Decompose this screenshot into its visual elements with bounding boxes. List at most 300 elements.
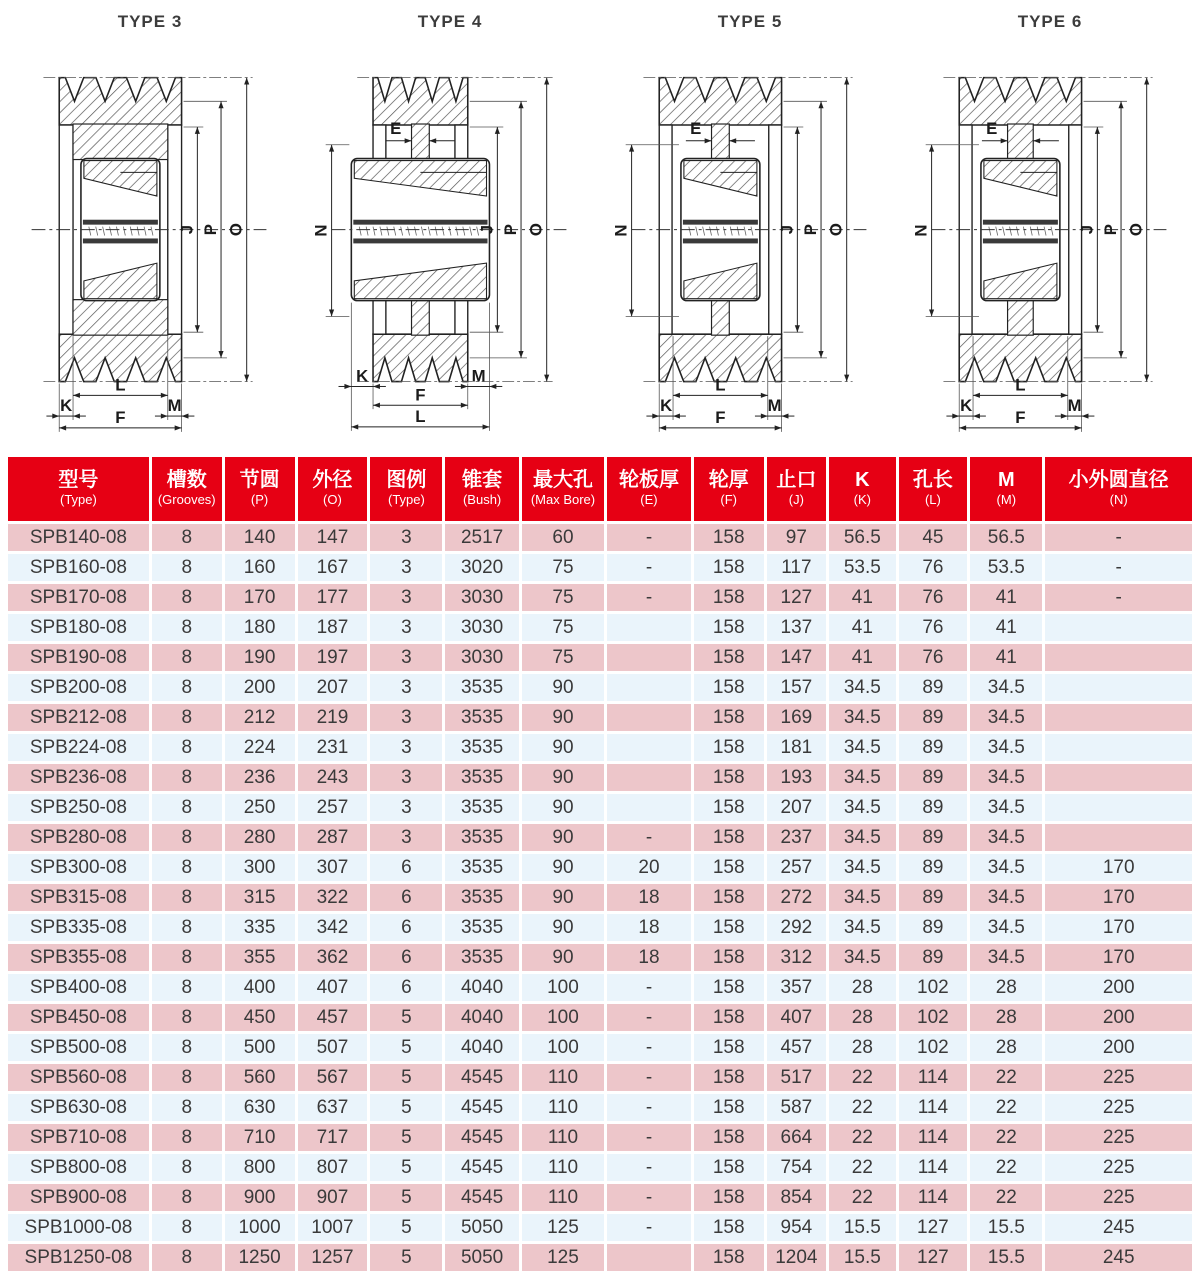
column-header (298, 457, 368, 521)
table-cell: 237 (767, 824, 827, 851)
table-cell: 457 (767, 1034, 827, 1061)
table-cell: 900 (225, 1184, 295, 1211)
table-cell: 6 (370, 854, 442, 881)
column-header-en: (P) (250, 491, 269, 507)
dim-label-n: N (611, 224, 631, 237)
table-row (8, 824, 1192, 851)
table-cell: 158 (694, 794, 764, 821)
table-cell: 225 (1045, 1124, 1192, 1151)
table-cell: 355 (225, 944, 295, 971)
table-row (8, 554, 1192, 581)
table-cell: 5 (370, 1034, 442, 1061)
dim-label-j: J (477, 224, 497, 235)
table-cell: 34.5 (970, 764, 1042, 791)
table-cell: 322 (298, 884, 368, 911)
table-cell: 180 (225, 614, 295, 641)
table-cell: 34.5 (970, 914, 1042, 941)
table-cell: 110 (522, 1184, 604, 1211)
table-cell: 243 (298, 764, 368, 791)
table-cell: 3535 (445, 944, 518, 971)
table-cell: 177 (298, 584, 368, 611)
table-row (8, 854, 1192, 881)
table-cell: SPB315-08 (8, 884, 149, 911)
dim-label-f: F (1015, 407, 1026, 427)
dim-label-n: N (911, 224, 931, 237)
table-cell: SPB1000-08 (8, 1214, 149, 1241)
column-header-zh: K (855, 468, 870, 491)
table-cell: 34.5 (829, 884, 895, 911)
diagram-title: TYPE 4 (417, 12, 483, 31)
table-cell: 200 (1045, 1034, 1192, 1061)
table-cell: 22 (970, 1154, 1042, 1181)
pulley-cross-section (602, 36, 898, 436)
dim-label-k: K (960, 396, 973, 416)
column-header (445, 457, 518, 521)
table-cell: 22 (829, 1154, 895, 1181)
table-cell: 53.5 (970, 554, 1042, 581)
table-cell: 158 (694, 1124, 764, 1151)
table-cell: 110 (522, 1124, 604, 1151)
column-header-en: (J) (788, 491, 804, 507)
table-cell: 257 (767, 854, 827, 881)
spec-table-wrap (0, 450, 1200, 1274)
table-cell: 200 (1045, 1004, 1192, 1031)
table-cell: 8 (152, 644, 222, 671)
table-cell: 8 (152, 524, 222, 551)
table-cell: 245 (1045, 1244, 1192, 1271)
table-row (8, 734, 1192, 761)
table-cell: 8 (152, 1004, 222, 1031)
table-cell: 90 (522, 944, 604, 971)
table-cell: 754 (767, 1154, 827, 1181)
table-cell: 8 (152, 704, 222, 731)
table-cell: 114 (899, 1154, 968, 1181)
table-cell: 76 (899, 554, 968, 581)
table-cell: 8 (152, 1034, 222, 1061)
table-cell: - (607, 1124, 691, 1151)
table-cell: 89 (899, 854, 968, 881)
table-cell: 89 (899, 794, 968, 821)
table-cell: 158 (694, 824, 764, 851)
table-cell: SPB224-08 (8, 734, 149, 761)
table-cell: 5 (370, 1094, 442, 1121)
table-cell: SPB630-08 (8, 1094, 149, 1121)
column-header-en: (Bush) (462, 491, 502, 507)
diagram-title: TYPE 6 (1017, 12, 1083, 31)
table-cell: 200 (225, 674, 295, 701)
column-header-en: (Grooves) (157, 491, 216, 507)
table-cell: 158 (694, 554, 764, 581)
column-header-zh: 止口 (776, 468, 817, 491)
column-header (370, 457, 442, 521)
dim-label-e: E (690, 118, 702, 138)
column-header-en: (Max Bore) (530, 491, 596, 507)
table-cell: 34.5 (970, 794, 1042, 821)
table-cell: 158 (694, 674, 764, 701)
table-cell: 3030 (445, 644, 518, 671)
dim-label-n: N (311, 224, 331, 237)
table-cell: 76 (899, 584, 968, 611)
column-header (522, 457, 604, 521)
table-row (8, 584, 1192, 611)
table-cell: 90 (522, 794, 604, 821)
table-cell (607, 794, 691, 821)
table-cell: SPB280-08 (8, 824, 149, 851)
column-header-en: (E) (640, 491, 658, 507)
table-cell: 664 (767, 1124, 827, 1151)
table-cell: 225 (1045, 1184, 1192, 1211)
table-cell: 158 (694, 1094, 764, 1121)
spec-table (5, 454, 1195, 1274)
table-cell: 8 (152, 584, 222, 611)
table-cell: SPB160-08 (8, 554, 149, 581)
table-row (8, 914, 1192, 941)
table-cell: 158 (694, 1004, 764, 1031)
table-cell: 225 (1045, 1154, 1192, 1181)
table-cell: - (607, 1154, 691, 1181)
table-cell: 187 (298, 614, 368, 641)
dim-label-l: L (715, 375, 726, 395)
table-cell: 158 (694, 524, 764, 551)
column-header (607, 457, 691, 521)
table-cell: SPB190-08 (8, 644, 149, 671)
table-cell: 110 (522, 1094, 604, 1121)
dim-label-j: J (777, 224, 797, 235)
table-cell: 8 (152, 764, 222, 791)
table-cell: 28 (970, 974, 1042, 1001)
pulley-diagrams (0, 0, 1200, 450)
table-cell: 517 (767, 1064, 827, 1091)
dim-label-p: P (1101, 223, 1121, 236)
table-cell: SPB236-08 (8, 764, 149, 791)
column-header-zh: 外径 (312, 468, 353, 491)
table-cell: 567 (298, 1064, 368, 1091)
dim-label-m: M (767, 396, 782, 416)
pulley-diagram-3 (0, 0, 300, 450)
table-row (8, 1154, 1192, 1181)
table-cell: 15.5 (970, 1214, 1042, 1241)
table-cell: 2517 (445, 524, 518, 551)
table-cell: 1257 (298, 1244, 368, 1271)
table-cell: 90 (522, 884, 604, 911)
table-cell: 212 (225, 704, 295, 731)
table-cell: 5 (370, 1064, 442, 1091)
table-cell: 34.5 (829, 824, 895, 851)
table-cell: 90 (522, 824, 604, 851)
table-cell: 8 (152, 1214, 222, 1241)
table-cell (1045, 674, 1192, 701)
dim-label-e: E (986, 118, 998, 138)
column-header-en: (F) (720, 491, 737, 507)
table-cell: 18 (607, 944, 691, 971)
table-cell: 158 (694, 944, 764, 971)
column-header-zh: M (997, 468, 1015, 491)
table-cell (607, 674, 691, 701)
table-row (8, 1214, 1192, 1241)
table-cell: 28 (970, 1034, 1042, 1061)
table-cell: 257 (298, 794, 368, 821)
table-cell: 140 (225, 524, 295, 551)
table-cell: 280 (225, 824, 295, 851)
table-cell: 127 (899, 1214, 968, 1241)
pulley-diagram-5 (600, 0, 900, 450)
table-cell: 5 (370, 1214, 442, 1241)
table-cell: 117 (767, 554, 827, 581)
table-cell: 34.5 (829, 704, 895, 731)
table-cell: 56.5 (829, 524, 895, 551)
table-cell (607, 734, 691, 761)
table-cell: 3 (370, 824, 442, 851)
dim-label-p: P (501, 223, 521, 236)
table-cell: 3 (370, 764, 442, 791)
table-cell: 114 (899, 1094, 968, 1121)
table-cell (1045, 614, 1192, 641)
table-row (8, 1124, 1192, 1151)
table-cell: 158 (694, 1064, 764, 1091)
table-cell: 125 (522, 1244, 604, 1271)
table-cell: 3 (370, 734, 442, 761)
table-cell: 45 (899, 524, 968, 551)
column-header-en: (Type) (59, 491, 97, 507)
dim-label-m: M (471, 366, 486, 386)
table-cell: 22 (970, 1094, 1042, 1121)
column-header-en: (O) (323, 491, 342, 507)
table-cell: 158 (694, 974, 764, 1001)
dim-label-j: J (177, 224, 197, 235)
table-cell: 100 (522, 974, 604, 1001)
table-cell: 169 (767, 704, 827, 731)
table-cell: 170 (1045, 944, 1192, 971)
table-cell: SPB400-08 (8, 974, 149, 1001)
table-cell: 97 (767, 524, 827, 551)
table-row (8, 524, 1192, 551)
table-cell (1045, 794, 1192, 821)
table-cell: 3535 (445, 854, 518, 881)
dim-label-l: L (115, 375, 126, 395)
table-cell: 158 (694, 1034, 764, 1061)
table-cell: 200 (1045, 974, 1192, 1001)
table-cell: SPB250-08 (8, 794, 149, 821)
table-cell: 630 (225, 1094, 295, 1121)
table-cell: 15.5 (829, 1244, 895, 1271)
table-cell: 89 (899, 674, 968, 701)
table-cell: 5 (370, 1184, 442, 1211)
table-cell: 292 (767, 914, 827, 941)
table-cell: 53.5 (829, 554, 895, 581)
table-cell: 41 (970, 584, 1042, 611)
table-cell: - (607, 974, 691, 1001)
table-cell: 181 (767, 734, 827, 761)
diagram-title: TYPE 3 (117, 12, 183, 31)
table-cell: 89 (899, 884, 968, 911)
table-cell: 3 (370, 524, 442, 551)
table-cell: - (607, 1064, 691, 1091)
table-cell: 158 (694, 704, 764, 731)
table-cell: 28 (829, 1034, 895, 1061)
table-cell: 3535 (445, 794, 518, 821)
table-cell: 8 (152, 854, 222, 881)
table-cell: 500 (225, 1034, 295, 1061)
table-cell: 457 (298, 1004, 368, 1031)
table-cell: 22 (970, 1124, 1042, 1151)
pulley-cross-section (2, 36, 298, 436)
header-row (8, 457, 1192, 521)
table-cell: 170 (225, 584, 295, 611)
table-cell: 34.5 (970, 944, 1042, 971)
table-cell: 22 (829, 1124, 895, 1151)
table-cell (607, 764, 691, 791)
table-cell (607, 1244, 691, 1271)
table-cell: 8 (152, 914, 222, 941)
table-cell: 20 (607, 854, 691, 881)
table-cell: 41 (970, 614, 1042, 641)
table-cell: 167 (298, 554, 368, 581)
table-cell: 3 (370, 674, 442, 701)
table-cell: 89 (899, 944, 968, 971)
table-cell: 207 (298, 674, 368, 701)
table-cell: 287 (298, 824, 368, 851)
table-cell: 225 (1045, 1064, 1192, 1091)
table-cell: 158 (694, 734, 764, 761)
table-cell: 1007 (298, 1214, 368, 1241)
table-cell: SPB180-08 (8, 614, 149, 641)
dim-label-o: O (526, 223, 546, 237)
table-cell: 907 (298, 1184, 368, 1211)
table-cell: 224 (225, 734, 295, 761)
table-cell: 100 (522, 1034, 604, 1061)
table-cell: 800 (225, 1154, 295, 1181)
column-header (8, 457, 149, 521)
table-cell: 5 (370, 1244, 442, 1271)
table-cell: 5 (370, 1154, 442, 1181)
table-cell: 8 (152, 1154, 222, 1181)
table-row (8, 884, 1192, 911)
table-cell: 300 (225, 854, 295, 881)
table-cell: 8 (152, 554, 222, 581)
table-cell: - (607, 1184, 691, 1211)
table-cell: 158 (694, 1244, 764, 1271)
table-cell: 4545 (445, 1184, 518, 1211)
table-cell: 76 (899, 614, 968, 641)
table-row (8, 974, 1192, 1001)
table-cell: 3030 (445, 614, 518, 641)
table-cell: 3 (370, 554, 442, 581)
table-cell: 3535 (445, 674, 518, 701)
table-cell: 8 (152, 824, 222, 851)
table-cell: 3 (370, 644, 442, 671)
column-header-zh: 小外圆直径 (1068, 468, 1169, 491)
table-cell: 8 (152, 794, 222, 821)
table-cell: 41 (829, 644, 895, 671)
column-header-zh: 节圆 (239, 468, 280, 491)
table-cell: 3 (370, 794, 442, 821)
table-cell: 34.5 (970, 824, 1042, 851)
table-cell: 3 (370, 704, 442, 731)
table-cell: 102 (899, 1004, 968, 1031)
table-cell: SPB560-08 (8, 1064, 149, 1091)
table-cell: SPB800-08 (8, 1154, 149, 1181)
table-cell: 90 (522, 674, 604, 701)
table-cell: 89 (899, 734, 968, 761)
table-cell: 560 (225, 1064, 295, 1091)
table-cell: 8 (152, 614, 222, 641)
table-cell: 90 (522, 734, 604, 761)
table-cell: 207 (767, 794, 827, 821)
table-row (8, 674, 1192, 701)
table-cell: SPB200-08 (8, 674, 149, 701)
table-cell: 219 (298, 704, 368, 731)
column-header (694, 457, 764, 521)
table-cell: 6 (370, 884, 442, 911)
table-cell: 90 (522, 914, 604, 941)
column-header (152, 457, 222, 521)
table-cell: 34.5 (970, 734, 1042, 761)
table-cell: 18 (607, 914, 691, 941)
dim-label-k: K (60, 396, 73, 416)
table-cell: 18 (607, 884, 691, 911)
table-cell: 5 (370, 1004, 442, 1031)
table-cell: 5 (370, 1124, 442, 1151)
table-cell: 15.5 (970, 1244, 1042, 1271)
table-cell: 170 (1045, 884, 1192, 911)
table-cell: 3 (370, 614, 442, 641)
table-cell: - (607, 824, 691, 851)
dim-label-j: J (1077, 224, 1097, 235)
table-cell: 125 (522, 1214, 604, 1241)
table-cell: 315 (225, 884, 295, 911)
table-cell: SPB450-08 (8, 1004, 149, 1031)
table-cell: 56.5 (970, 524, 1042, 551)
table-cell: 225 (1045, 1094, 1192, 1121)
table-cell (1045, 824, 1192, 851)
table-cell: 34.5 (829, 794, 895, 821)
table-cell: 8 (152, 1184, 222, 1211)
table-cell (607, 644, 691, 671)
table-cell: - (607, 1034, 691, 1061)
column-header-zh: 图例 (386, 468, 427, 491)
table-cell: 147 (767, 644, 827, 671)
dim-label-e: E (390, 118, 402, 138)
column-header-zh: 轮厚 (708, 468, 749, 491)
table-cell: 8 (152, 884, 222, 911)
table-cell: 450 (225, 1004, 295, 1031)
table-cell: 34.5 (970, 854, 1042, 881)
table-cell: 158 (694, 1214, 764, 1241)
table-row (8, 1034, 1192, 1061)
table-cell: 5050 (445, 1214, 518, 1241)
table-cell: 3535 (445, 884, 518, 911)
table-cell: 357 (767, 974, 827, 1001)
column-header (767, 457, 827, 521)
table-cell: 170 (1045, 854, 1192, 881)
column-header-en: (Type) (388, 491, 425, 507)
table-cell: 34.5 (829, 944, 895, 971)
dim-label-f: F (715, 407, 726, 427)
table-cell: - (1045, 524, 1192, 551)
table-cell: - (607, 554, 691, 581)
table-cell: 1250 (225, 1244, 295, 1271)
column-header (829, 457, 895, 521)
table-cell: 400 (225, 974, 295, 1001)
table-cell: - (607, 524, 691, 551)
table-cell: 8 (152, 734, 222, 761)
table-cell: 710 (225, 1124, 295, 1151)
table-cell: 158 (694, 764, 764, 791)
diagram-title: TYPE 5 (717, 12, 783, 31)
table-row (8, 1064, 1192, 1091)
dim-label-p: P (201, 223, 221, 236)
table-cell: 3535 (445, 914, 518, 941)
